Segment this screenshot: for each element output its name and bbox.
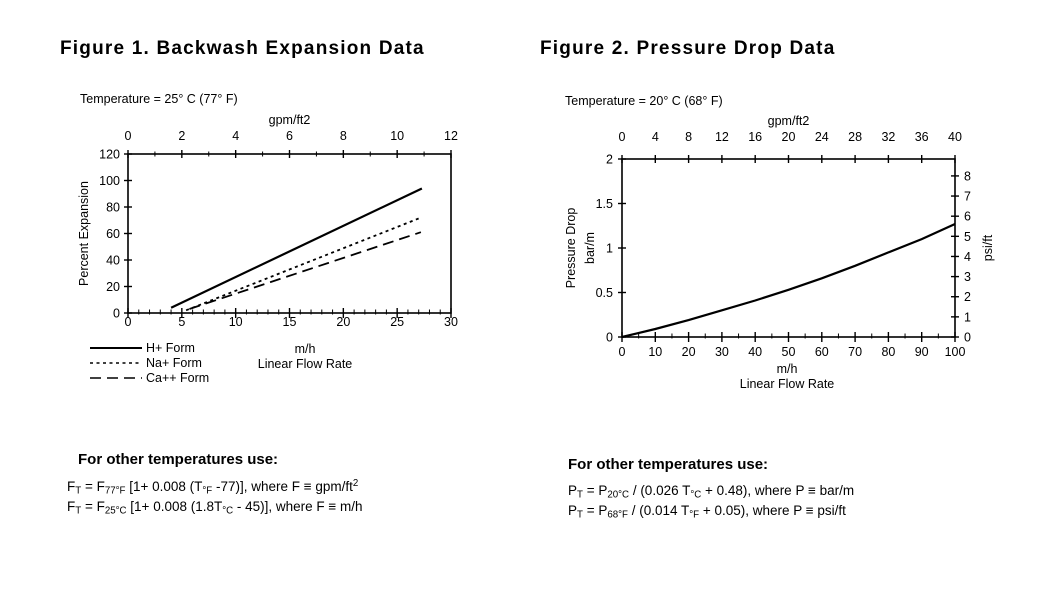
- formula-text: F: [67, 498, 76, 514]
- series-line-h-form: [171, 189, 422, 308]
- y-axis-tick-label: 0.5: [595, 286, 613, 300]
- right-axis-tick-label: 3: [964, 270, 971, 285]
- x-axis-tick-label: 70: [848, 345, 863, 359]
- x-axis-tick-label: 0: [618, 345, 626, 359]
- y-axis-title: Pressure Drop: [564, 207, 578, 289]
- y-axis-title: Percent Expansion: [77, 181, 91, 286]
- formula-text: = F: [81, 498, 105, 514]
- top-axis-tick-label: 6: [286, 129, 293, 143]
- y-axis-unit: bar/m: [583, 232, 597, 264]
- figure-2-chart: [540, 85, 1049, 415]
- y-axis-tick-label: 1.5: [595, 197, 613, 211]
- formula-text: [1+ 0.008 (T: [125, 478, 203, 494]
- formula-sub: °F: [202, 485, 213, 497]
- legend-label-ca-form: Ca++ Form: [146, 371, 210, 385]
- x-axis-title: Linear Flow Rate: [739, 377, 835, 391]
- x-axis-tick-label: 5: [178, 315, 186, 329]
- figure-2-formula-line-1: [568, 482, 854, 502]
- top-axis-title: gpm/ft2: [767, 114, 810, 128]
- right-axis-tick-label: 0: [964, 330, 971, 345]
- top-axis-tick-label: 16: [748, 130, 763, 144]
- top-axis-tick-label: 28: [848, 130, 863, 144]
- y-axis-tick-label: 80: [106, 200, 120, 215]
- y-axis-tick-label: 60: [106, 227, 120, 241]
- right-axis-tick-label: 5: [964, 229, 971, 244]
- legend-label-na-form: Na+ Form: [146, 356, 202, 370]
- x-axis-tick-label: 50: [781, 345, 796, 359]
- formula-text: = P: [582, 502, 608, 518]
- figure-2-formulas: [568, 455, 854, 522]
- formula-sub: °C: [222, 505, 234, 517]
- top-axis-tick-label: 0: [618, 130, 626, 144]
- x-axis-tick-label: 20: [336, 315, 351, 329]
- x-axis-tick-label: 80: [881, 345, 896, 359]
- right-axis-tick-label: 1: [964, 310, 971, 325]
- y-axis-tick-label: 0: [113, 306, 120, 321]
- x-axis-tick-label: 100: [944, 345, 966, 359]
- formula-sub: °C: [690, 489, 702, 501]
- right-axis-title: psi/ft: [981, 234, 995, 262]
- plot-frame: [128, 154, 451, 313]
- right-axis-tick-label: 7: [964, 189, 971, 204]
- x-axis-tick-label: 40: [748, 345, 763, 359]
- right-axis-tick-label: 6: [964, 209, 971, 224]
- top-axis-tick-label: 40: [948, 130, 962, 144]
- top-axis-tick-label: 0: [124, 129, 132, 143]
- formula-text: = F: [81, 478, 105, 494]
- figure-1-title: Figure 1. Backwash Expansion Data: [60, 38, 425, 59]
- figure-2-formula-line-2: [568, 502, 854, 522]
- x-axis-tick-label: 10: [648, 345, 663, 359]
- top-axis-tick-label: 4: [232, 129, 240, 143]
- right-axis-tick-label: 4: [964, 249, 971, 264]
- formula-sub: 68°F: [607, 509, 628, 521]
- top-axis-tick-label: 8: [685, 130, 693, 144]
- top-axis-tick-label: 10: [390, 129, 405, 143]
- y-axis-tick-label: 100: [99, 174, 120, 188]
- y-axis-tick-label: 0: [606, 330, 613, 345]
- y-axis-tick-label: 20: [106, 280, 120, 294]
- top-axis-tick-label: 32: [881, 130, 896, 144]
- formula-sub: 77°F: [104, 485, 126, 497]
- y-axis-tick-label: 1: [606, 241, 613, 256]
- x-axis-title: Linear Flow Rate: [257, 357, 353, 371]
- x-axis-unit: m/h: [294, 342, 316, 356]
- top-axis-title: gpm/ft2: [268, 113, 311, 127]
- y-axis-tick-label: 40: [106, 253, 120, 268]
- chart-note: Temperature = 25° C (77° F): [80, 92, 238, 106]
- x-axis-tick-label: 30: [714, 345, 729, 359]
- formula-text: - 45)], where F ≡ m/h: [233, 498, 363, 514]
- y-axis-tick-label: 2: [606, 152, 613, 167]
- formula-text: = P: [582, 483, 608, 499]
- formula-text: P: [568, 483, 578, 499]
- x-axis-tick-label: 10: [228, 315, 243, 329]
- formula-sub: T: [577, 489, 583, 501]
- figure-1-formula-line-2: [67, 498, 363, 518]
- x-axis-tick-label: 30: [444, 315, 458, 329]
- figure-1-backwash-expansion: [60, 38, 540, 578]
- top-axis-tick-label: 12: [444, 129, 458, 143]
- formula-sub: 25°C: [104, 505, 127, 517]
- x-axis-tick-label: 60: [814, 345, 829, 359]
- formula-sup: 2: [352, 478, 359, 490]
- figure-1-formulas-header: For other temperatures use:: [78, 451, 279, 468]
- formula-sub: 20°C: [607, 489, 630, 501]
- figure-1-formula-line-1: [67, 477, 363, 498]
- series-line-pressure-drop: [622, 224, 955, 337]
- top-axis-tick-label: 20: [781, 130, 796, 144]
- top-axis-tick-label: 24: [814, 130, 829, 144]
- formula-text: F: [67, 478, 76, 494]
- formula-sub: °F: [689, 509, 700, 521]
- series-line-na-form: [186, 218, 421, 311]
- formula-sub: T: [75, 485, 82, 497]
- x-axis-tick-label: 0: [124, 315, 132, 329]
- figure-1-formulas: [67, 450, 363, 517]
- top-axis-tick-label: 2: [178, 129, 186, 143]
- formula-text: + 0.05), where P ≡ psi/ft: [699, 502, 846, 518]
- figure-2-title: Figure 2. Pressure Drop Data: [540, 38, 836, 59]
- top-axis-tick-label: 36: [914, 130, 929, 144]
- top-axis-tick-label: 12: [714, 130, 729, 144]
- formula-text: + 0.48), where P ≡ bar/m: [701, 483, 855, 499]
- x-axis-tick-label: 25: [390, 315, 405, 329]
- top-axis-tick-label: 8: [339, 129, 347, 143]
- formula-sub: T: [75, 505, 82, 517]
- top-axis-tick-label: 4: [651, 130, 659, 144]
- x-axis-tick-label: 15: [282, 315, 297, 329]
- x-axis-tick-label: 90: [914, 345, 929, 359]
- formula-text: -77)], where F ≡ gpm/ft: [212, 478, 353, 494]
- formula-text: / (0.026 T: [629, 483, 691, 499]
- figure-2-pressure-drop: [540, 38, 1049, 578]
- formula-sub: T: [577, 509, 583, 521]
- formula-text: [1+ 0.008 (1.8T: [126, 498, 223, 514]
- formula-text: P: [568, 502, 578, 518]
- x-axis-unit: m/h: [776, 362, 798, 376]
- figure-1-chart: [60, 85, 530, 415]
- y-axis-tick-label: 120: [99, 147, 120, 162]
- chart-note: Temperature = 20° C (68° F): [565, 94, 723, 108]
- x-axis-tick-label: 20: [681, 345, 696, 359]
- formula-text: / (0.014 T: [627, 502, 690, 518]
- figure-2-formulas-header: For other temperatures use:: [568, 456, 769, 473]
- legend-label-h-form: H+ Form: [146, 341, 195, 355]
- right-axis-tick-label: 2: [964, 290, 971, 305]
- right-axis-tick-label: 8: [964, 169, 971, 184]
- plot-frame: [622, 159, 955, 337]
